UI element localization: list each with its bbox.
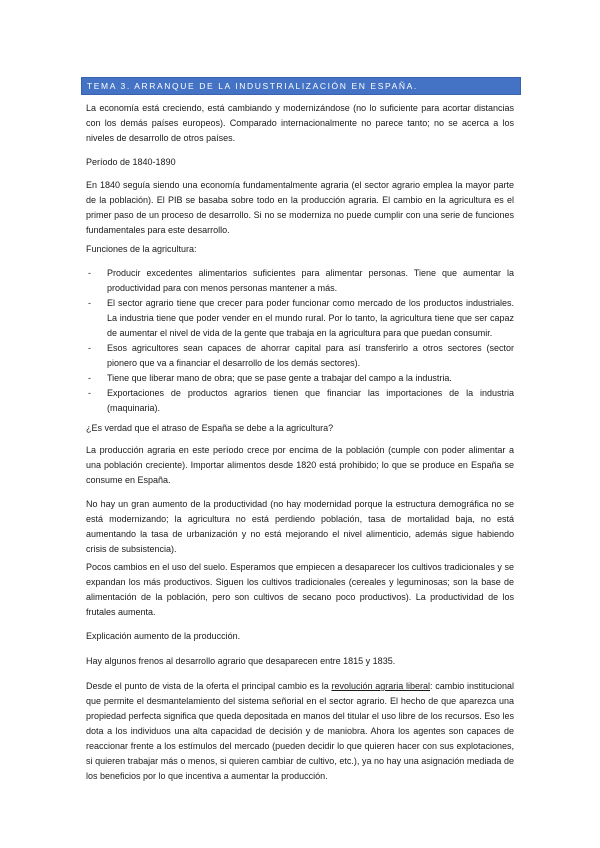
intro-paragraph: La economía está creciendo, está cambiando y modernizándose (no lo suficiente para acortar distancias con los demás países europeos). Comparado internacionalmente no parece tanto; no se acerca a los niveles de desarrollo de otros países. bbox=[86, 103, 514, 143]
brakes-paragraph: Hay algunos frenos al desarrollo agrario que desaparecen entre 1815 y 1835. bbox=[86, 656, 396, 666]
production-paragraph: La producción agraria en este período crece por encima de la población (cumple con poder alimentar a una población creciente). Importar alimentos desde 1820 está prohibido; lo que se produce en España se consume en España. bbox=[86, 445, 514, 485]
liberal-agrarian-revolution-term: revolución agraria liberal bbox=[331, 681, 431, 691]
period-heading: Período de 1840-1890 bbox=[86, 157, 176, 167]
section-title-bar bbox=[81, 77, 521, 95]
list-item: - Esos agricultores sean capaces de ahorrar capital para así transferirlo a otros sectores (sector pionero que va a financiar el desarrollo de los demás sectores). bbox=[88, 343, 514, 368]
period-paragraph: En 1840 seguía siendo una economía fundamentalmente agraria (el sector agrario emplea la mayor parte de la población). El PIB se basaba sobre todo en la producción agraria. El cambio en la agricultura es el primer paso de un proceso de desarrollo. Si no se moderniza no puede cumplir con una serie de funciones fundamentales para este desarrollo. bbox=[86, 180, 514, 235]
list-item: - Exportaciones de productos agrarios tienen que financiar las importaciones de la industria (maquinaria). bbox=[88, 388, 514, 413]
explanation-heading: Explicación aumento de la producción. bbox=[86, 631, 241, 641]
productivity-paragraph: No hay un gran aumento de la productividad (no hay modernidad porque la estructura demográfica no se está modernizando; la agricultura no está perdiendo población, tasa de mortalidad baja, no está aumentando la tasa de urbanización y no está mejorando el nivel alimenticio, además sigue habiendo crisis de subsistencia). bbox=[86, 499, 514, 554]
functions-heading: Funciones de la agricultura: bbox=[86, 244, 197, 254]
list-item: - Tiene que liberar mano de obra; que se pase gente a trabajar del campo a la industria. bbox=[88, 373, 452, 383]
list-item: - Producir excedentes alimentarios suficientes para alimentar personas. Tiene que aumentar la productividad para con menos personas mantener a más. bbox=[88, 268, 514, 293]
land-use-paragraph: Pocos cambios en el uso del suelo. Esperamos que empiecen a desaparecer los cultivos tradicionales y se expandan los más productivos. Siguen los cultivos tradicionales (cereales y leguminosas; son la base de alimentación de la población, pero son cultivos de secano poco productivos). La productividad de los frutales aumenta. bbox=[86, 562, 514, 617]
supply-paragraph: Desde el punto de vista de la oferta el principal cambio es la revolución agraria liberal: cambio institucional que permite el desmantelamiento del sistema señorial en el sector agrario. El hecho de que aparezca una propiedad perfecta significa que queda depositada en manos del titular el uso libre de los recursos. Eso les dota a los individuos una alta capacidad de decisión y de maniobra. Ahora los agentes son capaces de reaccionar frente a los estímulos del mercado (pueden decidir lo que quieren hacer con sus explotaciones, si quieren trabajar más o menos, si quieren cambiar de cultivo, etc.), ya no hay una asignación mediada de los beneficios por lo que incentiva a aumentar la producción. bbox=[86, 681, 514, 781]
functions-list bbox=[86, 266, 514, 416]
question-heading: ¿Es verdad que el atraso de España se debe a la agricultura? bbox=[86, 423, 334, 433]
list-item: - El sector agrario tiene que crecer para poder funcionar como mercado de los productos industriales. La industria tiene que poder vender en el mundo rural. Por lo tanto, la agricultura tiene que ser capaz de aumentar el nivel de vida de la gente que trabaja en la agricultura para que puedan consumir. bbox=[88, 298, 514, 338]
section-title: TEMA 3. ARRANQUE DE LA INDUSTRIALIZACIÓN EN ESPAÑA. bbox=[87, 81, 418, 91]
